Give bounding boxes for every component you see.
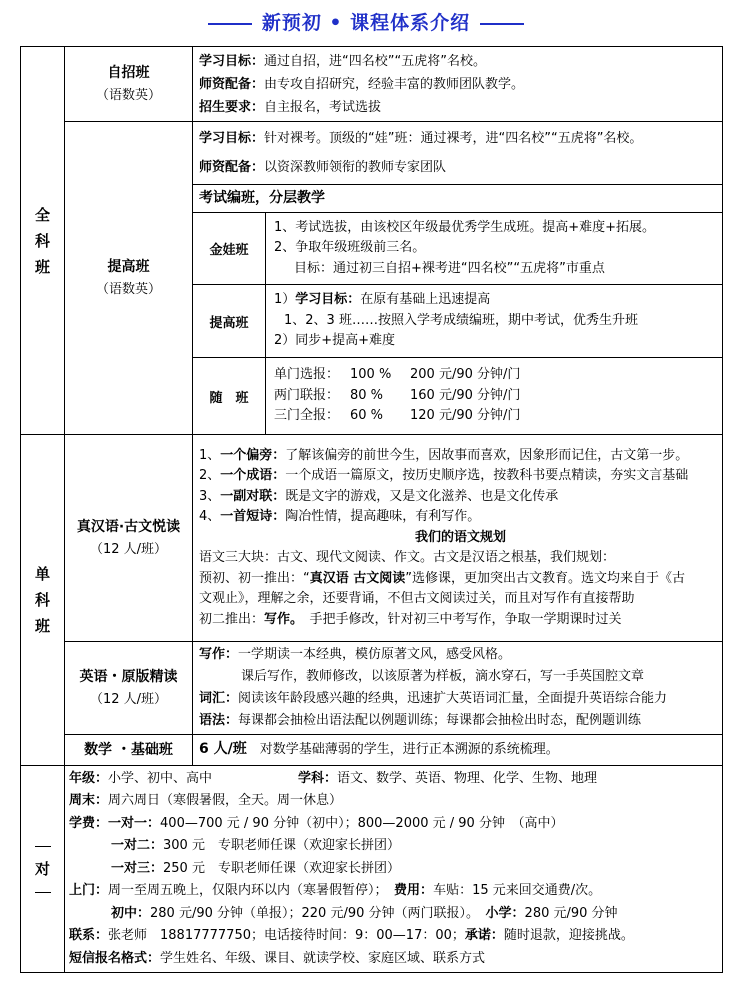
jinwa-line: 2、争取年级班级前三名。 [274, 240, 426, 256]
junior-value: 280 元/90 分钟（单报）；220 元/90 分钟（两门联报）。 [150, 905, 473, 921]
category-char: 科 [34, 231, 50, 250]
detail-text: 一学期读一本经典，模仿原著文风，感受风格。 [238, 647, 512, 662]
row-tigao [21, 122, 723, 435]
cost-value: 车贴：15 元来回交通费/次。 [433, 883, 602, 899]
price-row [266, 386, 722, 407]
jinwa-line: 1、考试选拔，由该校区年级最优秀学生成班。提高+难度+拓展。 [274, 219, 656, 235]
course-size: 6 人/班 [199, 741, 247, 758]
category-char: 单 [34, 565, 50, 583]
course-tigao [65, 122, 193, 435]
chinese-item [193, 507, 722, 528]
price-pct: 60 % [350, 408, 384, 424]
plan-text: 手把手修改，针对初三中考写作，争取一学期课时过关 [296, 611, 622, 627]
fee-type: 一对二： [111, 838, 164, 854]
detail-label: 语法： [199, 713, 239, 728]
sms-label: 短信报名格式： [69, 950, 161, 966]
course-name: 真汉语·古文悦读 [76, 518, 181, 535]
page-title-text: 新预初 • 课程体系介绍 [261, 12, 471, 34]
tigaoban-line: 1、2、3 班……按照入学考成绩编班，期中考试，优秀生升班 [284, 312, 638, 328]
category-char: 班 [34, 257, 50, 276]
item-label: 一个偏旁： [220, 447, 286, 463]
price-value: 120 元/90 分钟/门 [410, 408, 521, 424]
course-english [65, 642, 193, 735]
detail-text: 通过自招，进“四名校”“五虎将”名校。 [264, 53, 486, 69]
row-zizhao [21, 47, 723, 122]
title-right-rule [480, 23, 524, 25]
category-char: 对 [34, 860, 50, 878]
price-name: 单门选报： [274, 367, 340, 383]
jinwa-line: 目标：通过初三自招+裸考进“四名校”“五虎将”市重点 [294, 260, 605, 276]
item-text: 了解该偏旁的前世今生，因故事而喜欢，因象形而记住，古文第一步。 [285, 447, 689, 463]
title-left-rule [208, 23, 252, 25]
promise-label: 承诺： [464, 928, 504, 944]
category-char: 班 [34, 617, 50, 635]
item-num: 4、 [199, 509, 221, 525]
plan-writing: 写作。 [264, 611, 297, 627]
tigaoban-goal-text: 在原有基础上迅速提高 [360, 292, 491, 308]
chinese-details [193, 435, 723, 642]
contact-label: 联系： [69, 928, 109, 944]
plan-line: 语文三大块：古文、现代文阅读、作文。古文是汉语之根基，我们规划： [199, 550, 616, 566]
detail-text: 对数学基础薄弱的学生，进行正本溯源的系统梳理。 [246, 742, 559, 758]
contact-value: 张老师 18817777750；电话接待时间：9：00—17：00； [108, 928, 465, 944]
detail-label: 师资配备： [199, 160, 265, 175]
plan-course-name: 真汉语 古文阅读 [309, 570, 406, 586]
jinwa-details [266, 213, 723, 285]
item-num: 2、 [199, 468, 221, 484]
course-subjects: （语数英） [95, 87, 161, 103]
price-name: 两门联报： [274, 387, 340, 403]
price-pct: 100 % [350, 367, 392, 383]
detail-text: 自主报名，考试选拔 [264, 99, 382, 115]
detail-label: 学习目标： [199, 131, 265, 146]
item-label: 一首短诗： [220, 509, 286, 525]
course-name: 提高班 [107, 258, 150, 275]
suiban-label: 随 班 [193, 358, 266, 435]
plan-line [193, 569, 722, 590]
course-name: 英语・原版精读 [79, 668, 178, 685]
zizhao-details [193, 47, 723, 122]
fee-label: 学费： [69, 815, 109, 831]
chinese-item [193, 466, 722, 487]
tigao-details [193, 122, 723, 435]
course-size: （12 人/班） [89, 691, 168, 707]
visit-value: 周一至周五晚上，仅限内环以内（寒暑假暂停）； [108, 883, 382, 899]
weekend-label: 周末： [69, 793, 109, 809]
chinese-item [193, 487, 722, 508]
price-pct: 80 % [350, 387, 384, 403]
primary-value: 280 元/90 分钟 [524, 905, 618, 921]
tigaoban-num: 1） [274, 292, 296, 308]
plan-text: 预初、初一推出：“ [199, 570, 310, 586]
tigaoban-line: 2）同步+提高+难度 [274, 333, 396, 349]
detail-text: 每课都会抽检出语法配以例题训练；每课都会抽检出时态，配例题训练 [238, 713, 642, 728]
tigao-inner-table [193, 122, 722, 434]
visit-label: 上门： [69, 883, 109, 899]
course-zizhao [65, 47, 193, 122]
row-math [21, 735, 723, 766]
course-math [65, 735, 193, 766]
price-name: 三门全报： [274, 408, 340, 424]
plan-text: ”选修课，更加突出古文教育。选文均来自于《古 [405, 570, 686, 586]
promise-value: 随时退款，迎接挑战。 [503, 928, 634, 944]
grade-label: 年级： [69, 770, 109, 786]
tigao-goals [193, 122, 722, 185]
row-english [21, 642, 723, 735]
junior-label: 初中： [111, 905, 151, 921]
subject-value: 语文、数学、英语、物理、化学、生物、地理 [337, 770, 598, 786]
plan-line: 文观止》，理解之余，还要背诵，不但古文阅读过关，而且对写作有直接帮助 [199, 591, 635, 607]
item-label: 一副对联： [220, 488, 286, 504]
one-on-one-details [65, 766, 723, 973]
jinwa-label: 金娃班 [193, 213, 266, 285]
weekend-value: 周六周日（寒假暑假，全天。周一休息） [108, 793, 343, 809]
tigaoban-label: 提高班 [193, 285, 266, 358]
course-chinese [65, 435, 193, 642]
item-num: 1、 [199, 447, 221, 463]
english-details [193, 642, 723, 735]
item-label: 一个成语： [220, 468, 286, 484]
price-value: 200 元/90 分钟/门 [410, 367, 521, 383]
fee-value: 400—700 元 / 90 分钟（初中）；800—2000 元 / 90 分钟 （高中） [160, 815, 564, 831]
course-subjects: （语数英） [95, 281, 161, 297]
item-text: 既是文字的游戏，又是文化滋养、也是文化传承 [285, 488, 559, 504]
course-table [20, 46, 723, 973]
item-text: 陶冶性情，提高趣味，有利写作。 [285, 509, 481, 525]
course-size: （12 人/班） [89, 541, 168, 557]
fee-type: 一对一： [108, 815, 161, 831]
fee-type: 一对三： [111, 860, 164, 876]
grade-value: 小学、初中、高中 [108, 770, 213, 786]
course-name: 数学 ・基础班 [84, 741, 173, 758]
detail-text: 课后写作，教师修改，以该原著为样板，滴水穿石，写一手英国腔文章 [241, 669, 645, 684]
primary-label: 小学： [485, 905, 525, 921]
detail-text: 针对裸考。顶级的“娃”班：通过裸考，进“四名校”“五虎将”名校。 [264, 131, 643, 146]
chinese-item [193, 446, 722, 467]
detail-label: 学习目标： [199, 53, 265, 69]
category-full [21, 47, 65, 435]
detail-label: 师资配备： [199, 76, 265, 92]
price-row [266, 365, 722, 386]
item-text: 一个成语一篇原文，按历史顺序选，按教科书要点精读，夯实文言基础 [285, 468, 689, 484]
plan-title: 我们的语文规划 [414, 529, 506, 545]
category-char: 科 [34, 591, 50, 609]
tigaoban-goal-label: 学习目标： [295, 292, 361, 308]
detail-label: 招生要求： [199, 99, 265, 115]
row-one-on-one [21, 766, 723, 973]
category-char: 全 [34, 205, 50, 224]
price-row [266, 406, 722, 427]
category-single [21, 435, 65, 766]
category-one-on-one [21, 766, 65, 973]
page-title [0, 8, 732, 35]
exam-grouping [193, 185, 722, 213]
cost-label: 费用： [394, 883, 434, 899]
detail-label: 词汇： [199, 691, 239, 706]
detail-text: 由专攻自招研究，经验丰富的教师团队教学。 [264, 76, 525, 92]
item-num: 3、 [199, 488, 221, 504]
tigaoban-details [266, 285, 723, 358]
detail-text: 以资深教师领衔的教师专家团队 [264, 160, 447, 175]
sms-value: 学生姓名、年级、课目、就读学校、家庭区域、联系方式 [160, 950, 486, 966]
plan-text: 初二推出： [199, 611, 265, 627]
detail-label: 写作： [199, 647, 239, 662]
exam-header: 考试编班，分层教学 [199, 190, 325, 207]
plan-line [193, 610, 722, 631]
price-value: 160 元/90 分钟/门 [410, 387, 521, 403]
fee-value: 250 元 专职老师任课（欢迎家长拼团） [163, 860, 400, 876]
subject-label: 学科： [298, 770, 338, 786]
row-chinese [21, 435, 723, 642]
course-name: 自招班 [107, 64, 150, 81]
detail-text: 阅读该年龄段感兴趣的经典，迅速扩大英语词汇量，全面提升英语综合能力 [238, 691, 668, 706]
fee-value: 300 元 专职老师任课（欢迎家长拼团） [163, 838, 400, 854]
suiban-details [266, 358, 723, 435]
math-details [193, 735, 723, 766]
